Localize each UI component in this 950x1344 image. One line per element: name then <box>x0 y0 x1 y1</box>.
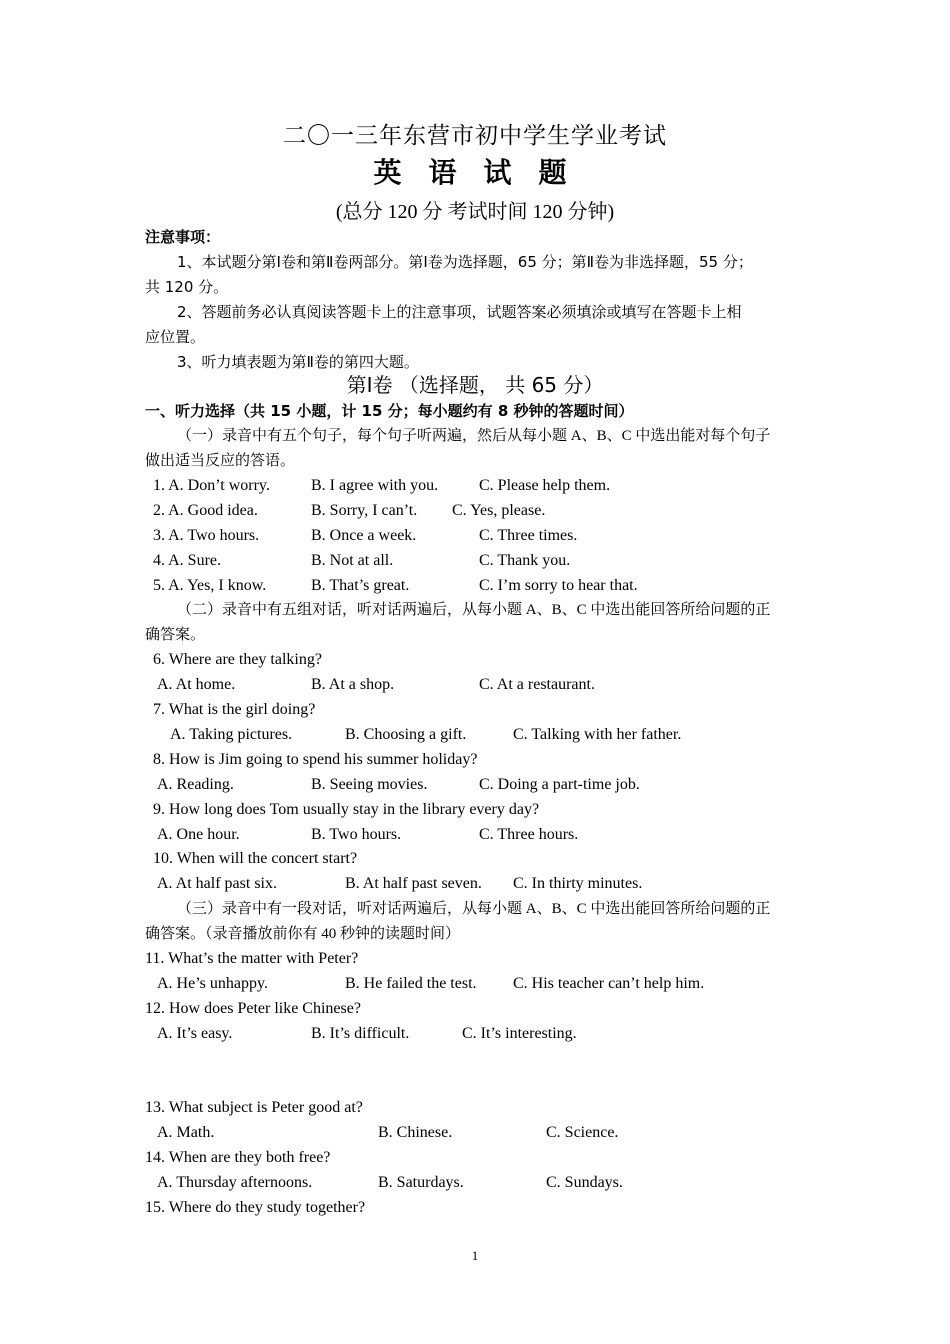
q12-option-c: C. It’s interesting. <box>462 1025 577 1042</box>
q13-option-c: C. Science. <box>546 1124 619 1141</box>
q11-option-c: C. His teacher can’t help him. <box>513 975 705 992</box>
notes-heading: 注意事项： <box>145 228 221 246</box>
q14-option-a: A. Thursday afternoons. <box>157 1174 313 1191</box>
q8-question: 8. How is Jim going to spend his summer holiday? <box>153 751 478 768</box>
q9-option-c: C. Three hours. <box>479 826 579 843</box>
subject-title: 英 语 试 题 <box>373 158 577 189</box>
q1-option-a: 1. A. Don’t worry. <box>153 477 270 494</box>
q3-option-b: B. Once a week. <box>311 527 417 544</box>
q3-option-a: 3. A. Two hours. <box>153 527 260 544</box>
part-b-instruction-cont: 确答案。 <box>145 627 206 643</box>
q14-option-b: B. Saturdays. <box>378 1174 464 1191</box>
part-b-instruction: （二）录音中有五组对话，听对话两遍后，从每小题 A、B、C 中选出能回答所给问题的正 <box>177 602 771 618</box>
q6-option-b: B. At a shop. <box>311 676 395 693</box>
q4-option-c: C. Thank you. <box>479 552 571 569</box>
q14-option-c: C. Sundays. <box>546 1174 623 1191</box>
q7-option-a: A. Taking pictures. <box>170 726 293 743</box>
q8-option-b: B. Seeing movies. <box>311 776 428 793</box>
q3-option-c: C. Three times. <box>479 527 578 544</box>
note-3: 3、听力填表题为第Ⅱ卷的第四大题。 <box>177 353 419 371</box>
note-1a: 1、本试题分第Ⅰ卷和第Ⅱ卷两部分。第Ⅰ卷为选择题，65 分；第Ⅱ卷为非选择题，55 分； <box>177 253 753 271</box>
q6-option-a: A. At home. <box>157 676 236 693</box>
q4-option-b: B. Not at all. <box>311 552 394 569</box>
q13-option-a: A. Math. <box>157 1124 215 1141</box>
q2-option-c: C. Yes, please. <box>452 502 546 519</box>
q10-option-c: C. In thirty minutes. <box>513 875 643 892</box>
q2-option-a: 2. A. Good idea. <box>153 502 258 519</box>
q10-option-a: A. At half past six. <box>157 875 277 892</box>
q10-option-b: B. At half past seven. <box>345 875 482 892</box>
q5-option-c: C. I’m sorry to hear that. <box>479 577 638 594</box>
q8-option-a: A. Reading. <box>157 776 234 793</box>
q7-option-b: B. Choosing a gift. <box>345 726 467 743</box>
q15-question: 15. Where do they study together? <box>145 1199 366 1216</box>
q14-question: 14. When are they both free? <box>145 1149 331 1166</box>
q12-option-a: A. It’s easy. <box>157 1025 233 1042</box>
page-number: 1 <box>471 1248 479 1263</box>
part-c-instruction-cont: 确答案。（录音播放前你有 40 秒钟的读题时间） <box>145 926 461 942</box>
note-2a: 2、答题前务必认真阅读答题卡上的注意事项，试题答案必须填涂或填写在答题卡上相 <box>177 303 742 321</box>
q12-question: 12. How does Peter like Chinese? <box>145 1000 361 1017</box>
q10-question: 10. When will the concert start? <box>153 850 358 867</box>
note-1b: 共 120 分。 <box>145 278 229 296</box>
q7-question: 7. What is the girl doing? <box>153 701 316 718</box>
q13-question: 13. What subject is Peter good at? <box>145 1099 363 1116</box>
q2-option-b: B. Sorry, I can’t. <box>311 502 418 519</box>
q11-option-b: B. He failed the test. <box>345 975 477 992</box>
q6-question: 6. Where are they talking? <box>153 651 322 668</box>
part-a-instruction-cont: 做出适当反应的答语。 <box>145 453 296 469</box>
part-a-instruction: （一）录音中有五个句子，每个句子听两遍，然后从每小题 A、B、C 中选出能对每个句子 <box>177 428 771 444</box>
q8-option-c: C. Doing a part-time job. <box>479 776 640 793</box>
q1-option-b: B. I agree with you. <box>311 477 439 494</box>
q6-option-c: C. At a restaurant. <box>479 676 595 693</box>
q9-option-b: B. Two hours. <box>311 826 402 843</box>
part-c-instruction: （三）录音中有一段对话，听对话两遍后，从每小题 A、B、C 中选出能回答所给问题的正 <box>177 901 771 917</box>
q12-option-b: B. It’s difficult. <box>311 1025 410 1042</box>
q9-question: 9. How long does Tom usually stay in the library every day? <box>153 801 540 818</box>
exam-title: 二〇一三年东营市初中学生学业考试 <box>283 123 667 148</box>
exam-info: (总分 120 分 考试时间 120 分钟) <box>335 201 615 223</box>
q11-question: 11. What’s the matter with Peter? <box>145 950 359 967</box>
note-2b: 应位置。 <box>145 328 206 346</box>
q13-option-b: B. Chinese. <box>378 1124 453 1141</box>
q11-option-a: A. He’s unhappy. <box>157 975 268 992</box>
section-title: 第Ⅰ卷 （选择题， 共 65 分） <box>346 373 604 397</box>
q5-option-b: B. That’s great. <box>311 577 410 594</box>
q1-option-c: C. Please help them. <box>479 477 611 494</box>
q4-option-a: 4. A. Sure. <box>153 552 221 569</box>
q9-option-a: A. One hour. <box>157 826 240 843</box>
q5-option-a: 5. A. Yes, I know. <box>153 577 267 594</box>
part-heading: 一、听力选择（共 15 小题，计 15 分；每小题约有 8 秒钟的答题时间） <box>145 402 634 420</box>
q7-option-c: C. Talking with her father. <box>513 726 682 743</box>
